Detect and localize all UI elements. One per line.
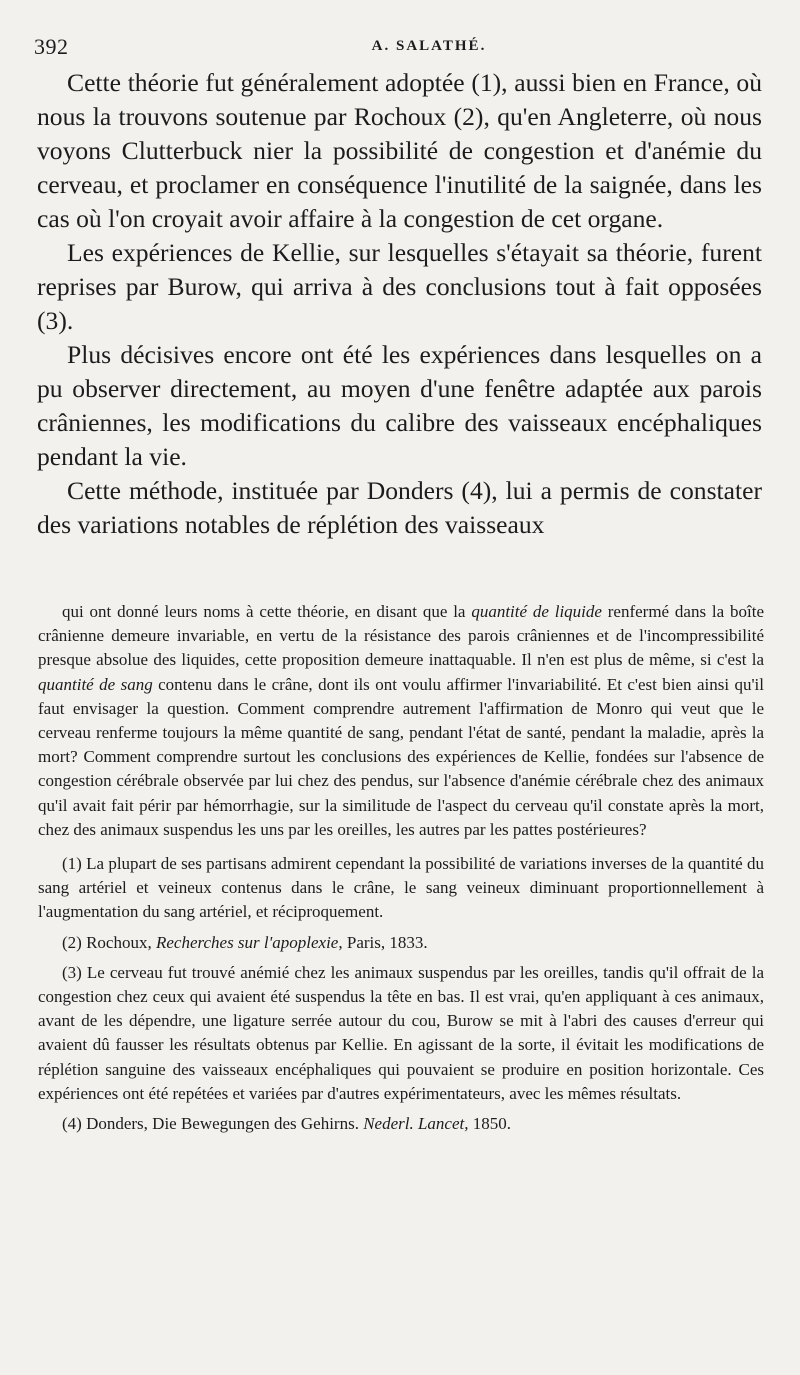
running-head: A. SALATHÉ. xyxy=(371,38,487,54)
journal-title: Nederl. Lancet, xyxy=(363,1114,469,1134)
paragraph: Les expériences de Kellie, sur lesquelles s'étayait sa théorie, furent reprises par Burow, qui arriva à des conclusions tout à fait opposées (3). xyxy=(37,238,762,335)
paragraph: Cette méthode, instituée par Donders (4), lui a permis de constater des variations notables de réplétion des vaisseaux xyxy=(37,476,762,539)
text-run: (2) Rochoux, xyxy=(62,932,156,952)
text-run: contenu dans le crâne, dont ils ont voulu affirmer l'invariabilité. Et c'est bien ainsi qu'il faut envisager la question. Comment comprendre autrement l'affirmation de Monro qui veut que le cerveau renferme toujours la même quantité de sang, pendant l'état de santé, pendant la maladie, après la mort? Comment comprendre surtout les conclusions des expériences de Kellie, fondées sur l'absence de congestion cérébrale observée par lui chez des pendus, sur l'absence d'anémie cérébrale chez des animaux qu'il avait fait périr par hémorrhagie, sur la similitude de l'aspect du cerveau qu'il constate après la mort, chez des animaux suspendus les uns par les oreilles, les autres par les pattes postérieures? xyxy=(38,674,764,839)
text-run: renfermé dans la boîte crânienne demeure invariable, en vertu de la résistance des parois crâniennes et de l'incompressibilité presque absolue des liquides, cette proposition demeure inattaquable. Il n'en est plus de même, si c'est la xyxy=(38,602,764,670)
footnote-1: (1) La plupart de ses partisans admirent cependant la possibilité de variations inverses de la quantité du sang artériel et veineux contenus dans le crâne, le sang veineux diminuant proportionnellement à l'augmentation du sang artériel, et réciproquement. xyxy=(38,854,764,922)
paragraph: Plus décisives encore ont été les expériences dans lesquelles on a pu observer directement, au moyen d'une fenêtre adaptée aux parois crâniennes, les modifications du calibre des vaisseaux encéphaliques pendant la vie. xyxy=(37,340,762,471)
text-run: 1850. xyxy=(468,1114,511,1134)
text-run: , Paris, 1833. xyxy=(338,932,428,952)
page-number: 392 xyxy=(34,34,69,59)
main-text xyxy=(37,66,762,542)
text-run: qui ont donné leurs noms à cette théorie, en disant que la xyxy=(62,602,472,621)
paragraph: Cette théorie fut généralement adoptée (1), aussi bien en France, où nous la trouvons soutenue par Rochoux (2), qu'en Angleterre, où nous voyons Clutterbuck nier la possibilité de congestion et d'anémie du cerveau, et proclamer en conséquence l'inutilité de la saignée, dans les cas où l'on croyait avoir affaire à la congestion de cet organe. xyxy=(37,68,762,233)
footnote-2 xyxy=(38,931,764,955)
italic-text: quantité de sang xyxy=(38,674,153,694)
footnote-3: (3) Le cerveau fut trouvé anémié chez les animaux suspendus par les oreilles, tandis qu'il offrait de la congestion chez ceux qui avaient été suspendus la tête en bas. Il est vrai, qu'en appliquant à ces animaux, avant de les dépendre, une ligature serrée autour du cou, Burow se mit à l'abri des causes d'erreur qui avaient dû fausser les résultats obtenus par Kellie. En agissant de la sorte, il évitait les modifications de réplétion sanguine des vaisseaux encéphaliques qui pouvaient se produire en position horizontale. Ces expériences ont été repétées et variées par d'autres expérimentateurs, avec les mêmes résultats. xyxy=(38,962,764,1103)
italic-text: quantité de liquide xyxy=(471,602,602,621)
footnote-4 xyxy=(38,1112,764,1136)
footnotes xyxy=(38,600,764,1136)
book-title: Recherches sur l'apoplexie xyxy=(155,932,339,952)
page-header xyxy=(34,34,774,60)
text-run: (4) Donders, Die Bewegungen des Gehirns. xyxy=(62,1114,364,1134)
footnote-continuation xyxy=(38,600,764,842)
